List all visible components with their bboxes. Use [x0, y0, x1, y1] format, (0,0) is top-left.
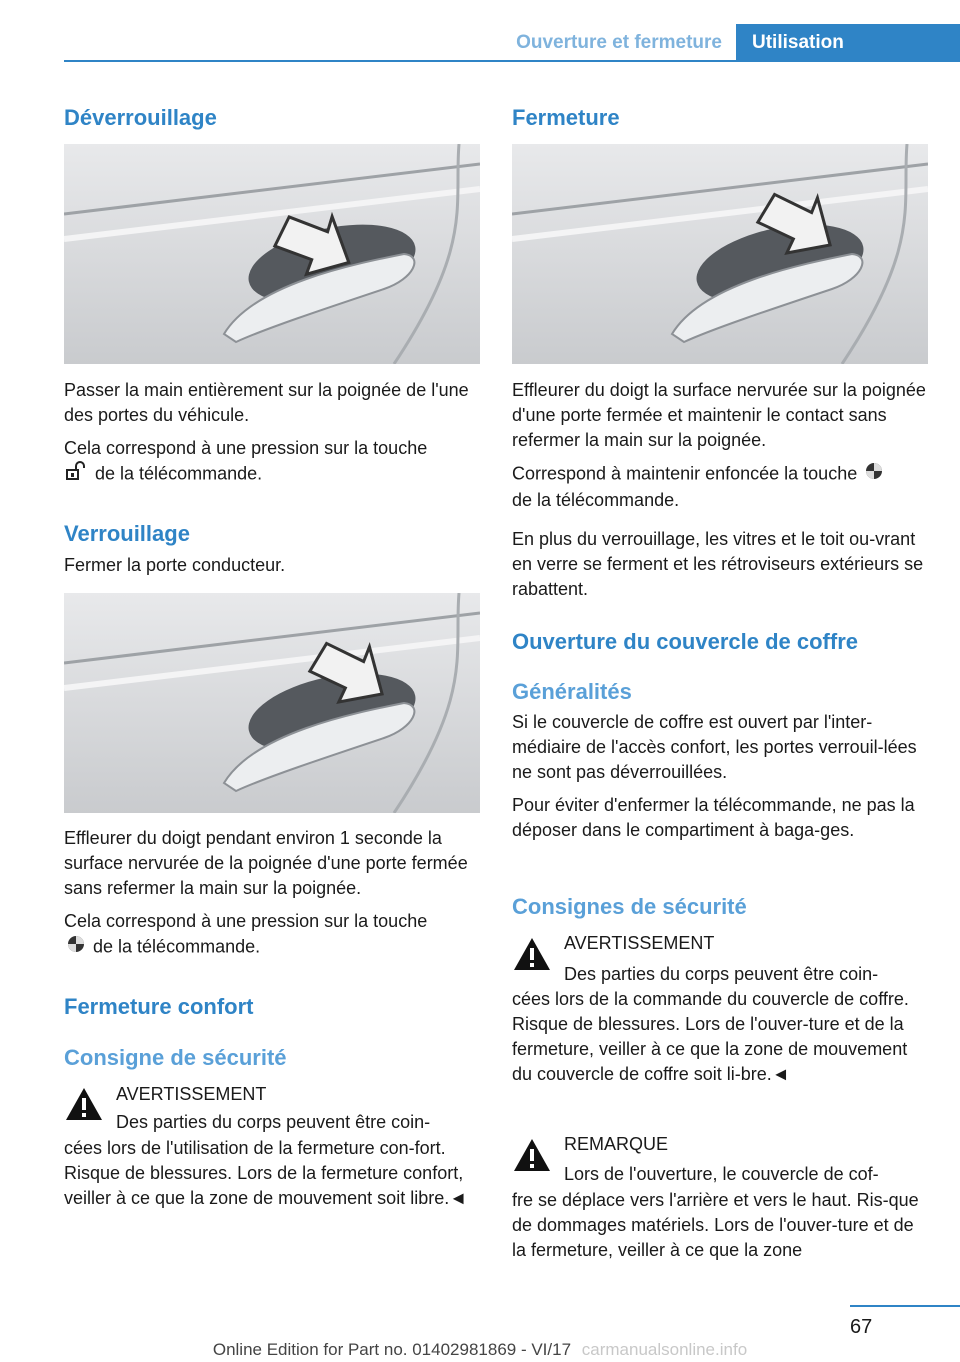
warning-2-text-1: Lors de l'ouverture, le couvercle de cof- — [564, 1164, 879, 1184]
page-number: 67 — [850, 1316, 873, 1338]
heading-comfort-close: Fermeture confort — [64, 994, 254, 1019]
paragraph-lock-2: Effleurer du doigt pendant environ 1 seconde la surface nervurée de la poignée d'une porte fermée sans refermer la main sur la poignée. — [64, 828, 468, 898]
warning-1-text-1: Des parties du corps peuvent être coin- — [564, 964, 879, 984]
door-handle-photo-unlock — [64, 144, 480, 364]
footer-rule — [850, 1305, 960, 1307]
paragraph-lock-3b: de la télécommande. — [93, 936, 261, 957]
footer-watermark: carmanualsonline.info — [581, 1340, 748, 1359]
footer-edition-text: Online Edition for Part no. 01402981869 - VI/17 — [212, 1340, 572, 1359]
warning-1-text-2: cées lors de la commande du couvercle de coffre. Risque de blessures. Lors de l'ouver-ture et de la fermeture, veiller à ce que la zone de mouvement du couvercle de coffre soit li-bre.◄ — [512, 989, 909, 1084]
door-handle-photo-lock — [64, 593, 480, 813]
warning-title: AVERTISSEMENT — [116, 1084, 267, 1104]
footer-edition — [0, 1340, 960, 1360]
heading-unlock: Déverrouillage — [64, 105, 217, 130]
header-chapter: Utilisation — [736, 24, 960, 62]
caution-icon — [512, 1137, 552, 1173]
paragraph-general-2: Pour éviter d'enfermer la télécommande, ne pas la déposer dans le compartiment à baga-ges. — [512, 795, 915, 840]
door-handle-photo-close — [512, 144, 928, 364]
header-rule — [64, 60, 960, 62]
lock-key-icon — [862, 461, 886, 488]
paragraph-lock-1: Fermer la porte conducteur. — [64, 555, 286, 575]
heading-trunk-opening: Ouverture du couvercle de coffre — [512, 629, 858, 654]
heading-general: Généralités — [512, 679, 632, 704]
warning-icon — [64, 1086, 104, 1122]
paragraph-close-2b: de la télécommande. — [512, 490, 680, 510]
paragraph-general-1: Si le couvercle de coffre est ouvert par l'inter-médiaire de l'accès confort, les portes verrouil-lées ne sont pas déverrouillées. — [512, 712, 917, 782]
paragraph-close-3: En plus du verrouillage, les vitres et le toit ou-vrant en verre se ferment et les rétroviseurs extérieurs se rabattent. — [512, 529, 924, 599]
heading-safety-note: Consigne de sécurité — [64, 1045, 287, 1070]
warning-1-title: AVERTISSEMENT — [564, 933, 715, 953]
heading-close: Fermeture — [512, 105, 620, 130]
warning-icon — [512, 936, 552, 972]
warning-text-1: Des parties du corps peuvent être coin- — [116, 1112, 431, 1132]
paragraph-unlock-2a: Cela correspond à une pression sur la touche — [64, 438, 428, 458]
lock-key-icon — [64, 934, 88, 961]
paragraph-close-1: Effleurer du doigt la surface nervurée sur la poignée d'une porte fermée et maintenir le contact sans refermer la main sur la poignée. — [512, 380, 926, 450]
paragraph-unlock-2b: de la télécommande. — [95, 463, 263, 484]
unlock-key-icon — [64, 461, 90, 488]
header-section: Ouverture et fermeture — [516, 32, 722, 53]
heading-safety-notes: Consignes de sécurité — [512, 894, 747, 919]
warning-2-title: REMARQUE — [564, 1134, 669, 1154]
heading-lock: Verrouillage — [64, 521, 190, 546]
paragraph-unlock-1: Passer la main entièrement sur la poignée de l'une des portes du véhicule. — [64, 380, 469, 425]
paragraph-close-2a: Correspond à maintenir enfoncée la touche — [512, 463, 858, 484]
paragraph-lock-3a: Cela correspond à une pression sur la touche — [64, 911, 428, 931]
warning-2-text-2: fre se déplace vers l'arrière et vers le haut. Ris-que de dommages matériels. Lors de l'ouver-ture et de la fermeture, veiller à ce que la zone — [512, 1190, 919, 1260]
warning-text-2: cées lors de l'utilisation de la fermeture con-fort. Risque de blessures. Lors de la fermeture confort, veiller à ce que la zone de mouvement soit libre.◄ — [64, 1138, 468, 1208]
